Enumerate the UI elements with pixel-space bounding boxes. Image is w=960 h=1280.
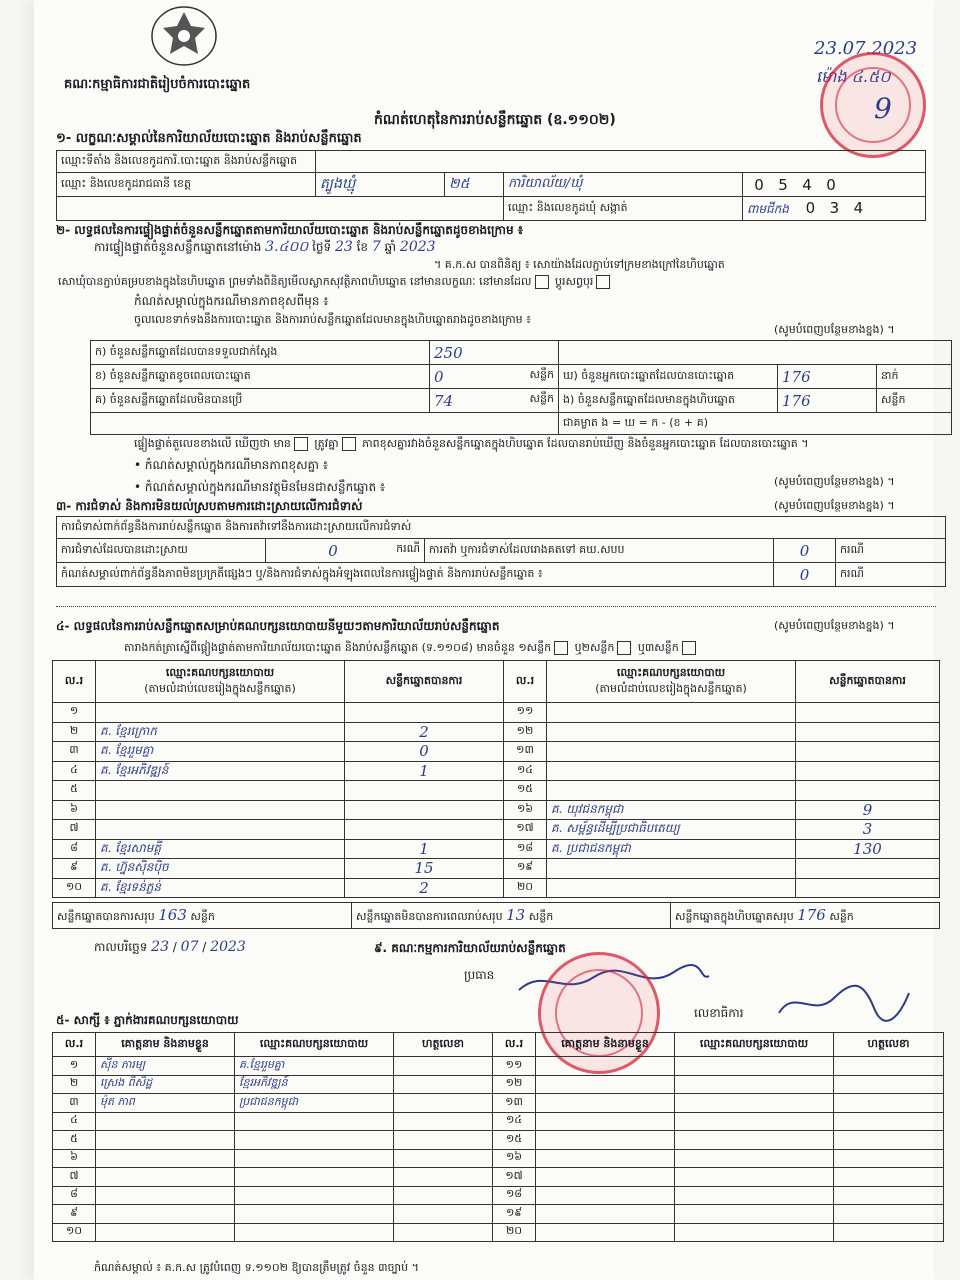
province-label: ឈ្មោះ និងលេខកូដរាជធានី ខេត្ត [57,173,316,197]
check-line: ផ្ទៀងផ្ទាត់តួលេខខាងលើ ឃើញថា មាន ត្រូវគ្នា ភាពខុសគ្នារវាងចំនួនសន្លឹកឆ្នោតក្នុងហិបឆ្នោត ដែលបានរាប់ឃើញ និងចំនួនអ្នកបោះឆ្នោត ដែលបានបោះឆ្នោត ។ [134,437,809,450]
col-no-right: ល.រ [504,661,547,703]
party-name: គ. ខ្មែររួមគ្នា [100,743,154,758]
witness-row [53,1205,944,1224]
witness-row [53,1186,944,1205]
seal-bad-checkbox[interactable] [596,275,610,289]
stamp-date: 23.07.2023 [814,38,918,59]
row-a-label: ក) ចំនួនសន្លឹកឆ្នោតដែលបានទទួលជាក់ស្ដែង [91,341,430,365]
col-votes: សន្លឹកឆ្នោតបានការ [345,661,504,703]
row-c-value: 74 [434,391,454,410]
check-has-checkbox[interactable] [294,437,308,451]
section1-table [56,150,926,221]
row-no: ១៦ [516,801,534,815]
fill-note-4: (សូមបំពេញបន្ថែមខាងខ្នង) ។ [774,619,895,632]
diff-note-line: កំណត់សម្គាល់ក្នុងករណីមានភាពខុសពីមុន ៖ [134,294,329,308]
col-no: ល.រ [53,661,96,703]
sheet-count-line: តារាងកត់ត្រាស្នើពីផ្តៀងផ្ទាត់តាមការិយាល័យបោះឆ្នោត និងរាប់សន្លឹកឆ្នោត (ទ.១១០៨) មានចំនួន ១សន្លឹក ឬ២សន្លឹក ឬ៣សន្លឹក [124,640,699,655]
row-no: ១៥ [505,1131,523,1145]
row-no: ១៣ [516,743,534,757]
section5-heading: ៥- សាក្សី ៖ ភ្នាក់ងារគណបក្សនយោបាយ [56,1013,239,1027]
total-valid: សន្លឹកឆ្នោតបានការសរុប 163 សន្លឹក [53,903,352,929]
row-no: ៣ [69,1094,79,1108]
table-row [53,878,940,898]
section1-heading: ១- លក្ខណៈសម្គាល់នៃការិយាល័យបោះឆ្នោត និងរាប់សន្លឹកឆ្នោត [56,131,362,146]
vote-count: 130 [853,839,882,858]
document-page [34,0,934,1280]
chair-label: ប្រធាន [464,968,495,982]
witness-party: ប្រជាជនកម្ពុជា [239,1094,299,1108]
table-row [53,703,940,723]
total-invalid: សន្លឹកឆ្នោតមិនបានការពេលរាប់សរុប 13 សន្លឹក [352,903,671,929]
commune-hand: ពាមជីកង [747,201,789,216]
row-no: ៩ [70,1205,78,1219]
code-b: 0 3 4 [805,198,864,217]
vote-count: 1 [419,761,429,780]
witness-party: គ.ខ្មែររួមគ្នា [239,1057,285,1071]
row-no: ១៥ [516,782,534,796]
witness-row [53,1131,944,1150]
witness-row [53,1223,944,1242]
footer-note: កំណត់សម្គាល់ ៖ គ.ក.ស ត្រូវបំពេញ ទ.១១០២ ឱ្យបានត្រឹមត្រូវ ចំនួន ៣ច្បាប់ ។ [94,1261,419,1274]
row-no: ១០ [65,1224,83,1238]
witness-party: ខ្មែរអភិវឌ្ឍន៍ [239,1076,288,1090]
table-row [53,761,940,781]
row-no: ៤ [70,762,78,776]
table-row [53,859,940,879]
date-line: កាលបរិច្ឆេទ 23 / 07 / 2023 [94,939,246,955]
row-no: ៨ [70,1187,78,1201]
fill-note-1: (សូមបំពេញបន្ថែមខាងខ្នង) ។ [774,323,895,336]
totals-table [52,902,940,929]
row-no: ១៩ [516,860,534,874]
seal-ok-checkbox[interactable] [535,275,549,289]
row-no: ១ [69,704,79,718]
row-no: ១០ [65,879,83,893]
section2-heading: ២- លទ្ធផលនៃការផ្ទៀងផ្ទាត់ចំនួនសន្លឹកឆ្នោតតាមការិយាល័យបោះឆ្នោត និងរាប់សន្លឹកឆ្នោតដូចខាងក្រោម ៖ [56,223,524,237]
province-hand: ត្បូងឃ្មុំ [320,176,356,192]
irregular-note: កំណត់សម្គាល់ពាក់ព័ន្ធនឹងភាពមិនប្រក្រតីផ្សេងៗ ឬ/និងការជំទាស់ក្នុងអំឡុងពេលនៃការផ្ទៀងផ្ទាត់ និងការរាប់សន្លឹកឆ្នោត ៖ [57,563,774,587]
secretary-signature-icon [774,978,914,1028]
row-e-label: ង) ចំនួនសន្លឹកឆ្នោតដែលមានក្នុងហិបឆ្នោត [559,389,778,413]
nec-emblem-icon [149,4,219,68]
resolved-label: ការជំទាស់ដែលបានដោះស្រាយ [57,539,266,563]
witness-row [53,1094,944,1113]
row-no: ១១ [516,704,534,718]
row-no: ៥ [70,1131,78,1145]
row-a-value: 250 [434,343,463,362]
party-name: គ. ខ្មែរក្រោក [100,723,157,738]
witness-name: ស្រេង ពិសិដ្ឋ [100,1076,153,1090]
row-no: ២ [69,723,79,737]
row-no: ៦ [70,801,78,815]
party-name: គ. ហ្វ៊ុនស៊ិនប៉ិច [100,860,169,875]
fill-note-3: (សូមបំពេញបន្ថែមខាងខ្នង) ។ [774,499,895,512]
col-party: ឈ្មោះគណបក្សនយោបាយ (តាមលំដាប់លេខរៀងក្នុងសន្លឹកឆ្នោត) [96,661,345,703]
objections-table: ការជំទាស់ពាក់ព័ន្ធនឹងការរាប់សន្លឹកឆ្នោត និងការតវ៉ាទៅនឹងការដោះស្រាយលើការជំទាស់ ការជំទាស់ដែលបានដោះស្រាយ 0 ករណី ការតវ៉ា ឬការជំទាស់ដែលរោងគតទៅ គឃ.សបប 0 ករណី កំណត់សម្គាល់ពាក់ព័ន្ធនឹងភាពមិនប្រក្រតីផ្សេងៗ ឬ/និងការជំទាស់ក្នុងអំឡុងពេលនៃការផ្ទៀងផ្ទាត់ និងការរាប់សន្លឹកឆ្នោត ៖ 0 ករណី [56,516,946,587]
total-box: សន្លឹកឆ្នោតក្នុងហិបឆ្នោតសរុប 176 សន្លឹក [671,903,940,929]
row-no: ២០ [505,1224,523,1238]
vote-count: 1 [419,839,429,858]
escalated-value: 0 [799,541,810,560]
sheet1-checkbox[interactable] [554,641,568,655]
table-row [53,820,940,840]
results-table [52,660,940,898]
col-party-right: ឈ្មោះគណបក្សនយោបាយ (តាមលំដាប់លេខរៀងក្នុងសន្លឹកឆ្នោត) [547,661,796,703]
district-hand: ការិយាល័យ/ឃុំ [508,176,583,191]
row-no: ១៨ [516,840,534,854]
row-no: ៩ [70,860,78,874]
party-name: គ. ខ្មែរសាមគ្គី [100,840,161,855]
counts-intro: ចូលលេខទាក់ទងនឹងការបោះឆ្នោត និងការរាប់សន្លឹកឆ្នោតដែលមានក្នុងហិបឆ្នោតរាងដូចខាងក្រោម ៖ [134,313,531,326]
row-no: ៧ [69,821,79,835]
row-no: ១៦ [505,1150,523,1164]
stamp-time: ម៉ោង ៤.៥០ [816,67,891,86]
row-b-label: ខ) ចំនួនសន្លឹកឆ្នោតខូចពេលបោះឆ្នោត [91,365,430,389]
row-e-value: 176 [782,391,811,410]
dotted-line [56,606,936,607]
row-d-label: ឃ) ចំនួនអ្នកបោះឆ្នោតដែលបានបោះឆ្នោត [559,365,778,389]
row-b-value: 0 [434,367,444,386]
table-row [53,800,940,820]
sheet3-checkbox[interactable] [682,641,696,655]
bullet-objects: • កំណត់សម្គាល់ក្នុងករណីមានវត្ថុមិនមែនជាសន្លឹកឆ្នោត ៖ [134,480,386,494]
seal-line: សោឃុំបានភ្ជាប់គម្របខាងក្នុងនៃហិបឆ្នោត ព្រមទាំងពិនិត្យមើលស្លាកសុវត្ថិភាពហិបឆ្នោត នៅមានលក្ខណៈ នៅមានដែល ប្តូរសព្វបុរ [58,274,613,289]
witness-row [53,1112,944,1131]
resolved-value: 0 [328,541,338,560]
vote-count: 9 [862,800,873,819]
party-name: គ. ខ្មែរអភិវឌ្ឍន៍ [100,762,169,777]
row-no: ២០ [516,879,534,893]
page-title: កំណត់ហេតុនៃការរាប់សន្លឹកឆ្នោត (ឧ.១១០២) [374,112,616,128]
commune-label: ឈ្មោះ និងលេខកូដឃុំ សង្កាត់ [504,197,743,221]
section4-heading: ៤- លទ្ធផលនៃការរាប់សន្លឹកឆ្នោតសម្រាប់គណបក្សនយោបាយនីមួយៗតាមការិយាល័យរាប់សន្លឹកឆ្នោត [56,619,500,633]
table-row [53,781,940,801]
row-no: ១៨ [505,1187,523,1201]
row-no: ៦ [70,1150,78,1164]
row-no: ៤ [70,1113,78,1127]
site-label: ឈ្មោះទីតាំង និងលេខកូដការិ.បោះឆ្នោត និងរាប់សន្លឹកឆ្នោត [57,151,316,173]
row-no: ១១ [505,1057,523,1071]
secretary-label: លេខាធិការ [694,1006,744,1020]
row-c-label: គ) ចំនួនសន្លឹកឆ្នោតដែលមិនបានប្រើ [91,389,430,413]
row-no: ២ [69,1076,79,1090]
committee-label: ៩. គណៈកម្មការការិយាល័យរាប់សន្លឹកឆ្នោត [374,941,566,955]
vote-count: 0 [419,742,429,761]
row-no: ១៤ [516,762,534,776]
witness-name: ស៊ីន ភារម្យ [100,1057,146,1071]
row-d-value: 176 [782,367,811,386]
row-no: ១៣ [505,1094,523,1108]
witness-name: ម៉ុត ភាព [100,1094,135,1108]
fill-note-2: (សូមបំពេញបន្ថែមខាងខ្នង) ។ [774,475,895,488]
row-no: ១៧ [505,1168,523,1182]
count-time-line: ការផ្ទៀងផ្ទាត់ចំនួនសន្លឹកឆ្នោតនៅម៉ោង 3.៤០០ ថ្ងៃទី 23 ខែ 7 ឆ្នាំ 2023 [94,239,436,255]
row-no: ១ [69,1057,79,1071]
counts-table: ក) ចំនួនសន្លឹកឆ្នោតដែលបានទទួលជាក់ស្ដែង 250 ខ) ចំនួនសន្លឹកឆ្នោតខូចពេលបោះឆ្នោត 0 សន្លឹក ឃ) ចំនួនអ្នកបោះឆ្នោតដែលបានបោះឆ្នោត 176 នាក់ គ) ចំនួនសន្លឹកឆ្នោតដែលមិនបានប្រើ 74 សន្លឹក ង) ចំនួនសន្លឹកឆ្នោតដែលមានក្នុងហិបឆ្នោត 176 សន្លឹក ជាគម្លាត ង = ឃ = ក - (ខ + គ) [90,340,952,435]
row-no: ១៧ [516,821,534,835]
section3-heading: ៣- ការជំទាស់ និងការមិនយល់ស្របតាមការដោះស្រាយលើការជំទាស់ [56,499,363,513]
irregular-value: 0 [799,565,810,584]
province-code: ២៥ [449,176,470,192]
row-no: ១២ [505,1076,523,1090]
party-name: គ. ខ្មែរទន់ភ្លន់ [100,879,161,894]
stamp-mark: 9 [874,92,892,125]
witness-row [53,1149,944,1168]
objections-row1: ការជំទាស់ពាក់ព័ន្ធនឹងការរាប់សន្លឹកឆ្នោត និងការតវ៉ាទៅនឹងការដោះស្រាយលើការជំទាស់ [57,517,946,539]
row-no: ៣ [69,743,79,757]
sheet2-checkbox[interactable] [617,641,631,655]
org-name: គណៈកម្មាធិការជាតិរៀបចំការបោះឆ្នោត [64,77,251,92]
official-stamp-icon [820,52,926,158]
row-no: ១៤ [505,1113,523,1127]
witness-row [53,1168,944,1187]
row-no: ១៩ [505,1205,523,1219]
witness-row [53,1075,944,1094]
party-name: គ. យុវជនកម្ពុជា [551,801,624,816]
table-row [53,742,940,762]
table-row [53,722,940,742]
row-no: ៨ [70,840,78,854]
party-name: គ. ប្រជាជនកម្ពុជា [551,840,631,855]
witness-table: ល.រ គោត្តនាម និងនាមខ្លួន ឈ្មោះគណបក្សនយោបាយ ហត្ថលេខា ល.រ គោត្តនាម និងនាមខ្លួន ឈ្មោះគណបក្សនយោបាយ ហត្ថលេខា ១ ស៊ីន ភារម្យ គ.ខ្មែររួមគ្នា ១១ ២ ស្រេង ពិសិដ្ឋ ខ្មែរអភិវឌ្ឍន៍ ១២ ៣ ម៉ុត ភាព ប្រជាជនកម្ពុជា ១៣ ៤ ១៤ ៥ ១៥ ៦ ១៦ ៧ ១៧ ៨ ១៨ ៩ ១៩ ១០ ២០ [52,1032,944,1242]
row-f-label: ជាគម្លាត ង = ឃ = ក - (ខ + គ) [559,413,952,435]
escalated-label: ការតវ៉ា ឬការជំទាស់ដែលរោងគតទៅ គឃ.សបប [425,539,774,563]
party-name: គ. សម្ព័ន្ធដើម្បីប្រជាធិបតេយ្យ [551,821,680,836]
vote-count: 3 [862,820,873,839]
table-row [53,839,940,859]
row-no: ៧ [69,1168,79,1182]
witness-row [53,1057,944,1076]
count-time-tail: ។ គ.ក.ស បានពិនិត្យ ៖ សោយ៉ាងដែលភ្ជាប់ទៅក្រមខាងក្រៅនៃហិបឆ្នោត [434,258,725,271]
code-a: 0 5 4 0 [754,175,836,194]
bullet-diff: • កំណត់សម្គាល់ក្នុងករណីមានភាពខុសគ្នា ៖ [134,458,329,472]
row-no: ៥ [70,782,78,796]
col-votes-right: សន្លឹកឆ្នោតបានការ [796,661,940,703]
vote-count: 2 [419,878,429,897]
row-no: ១២ [516,723,534,737]
vote-count: 2 [419,722,429,741]
vote-count: 15 [414,859,434,878]
check-ok-checkbox[interactable] [342,437,356,451]
